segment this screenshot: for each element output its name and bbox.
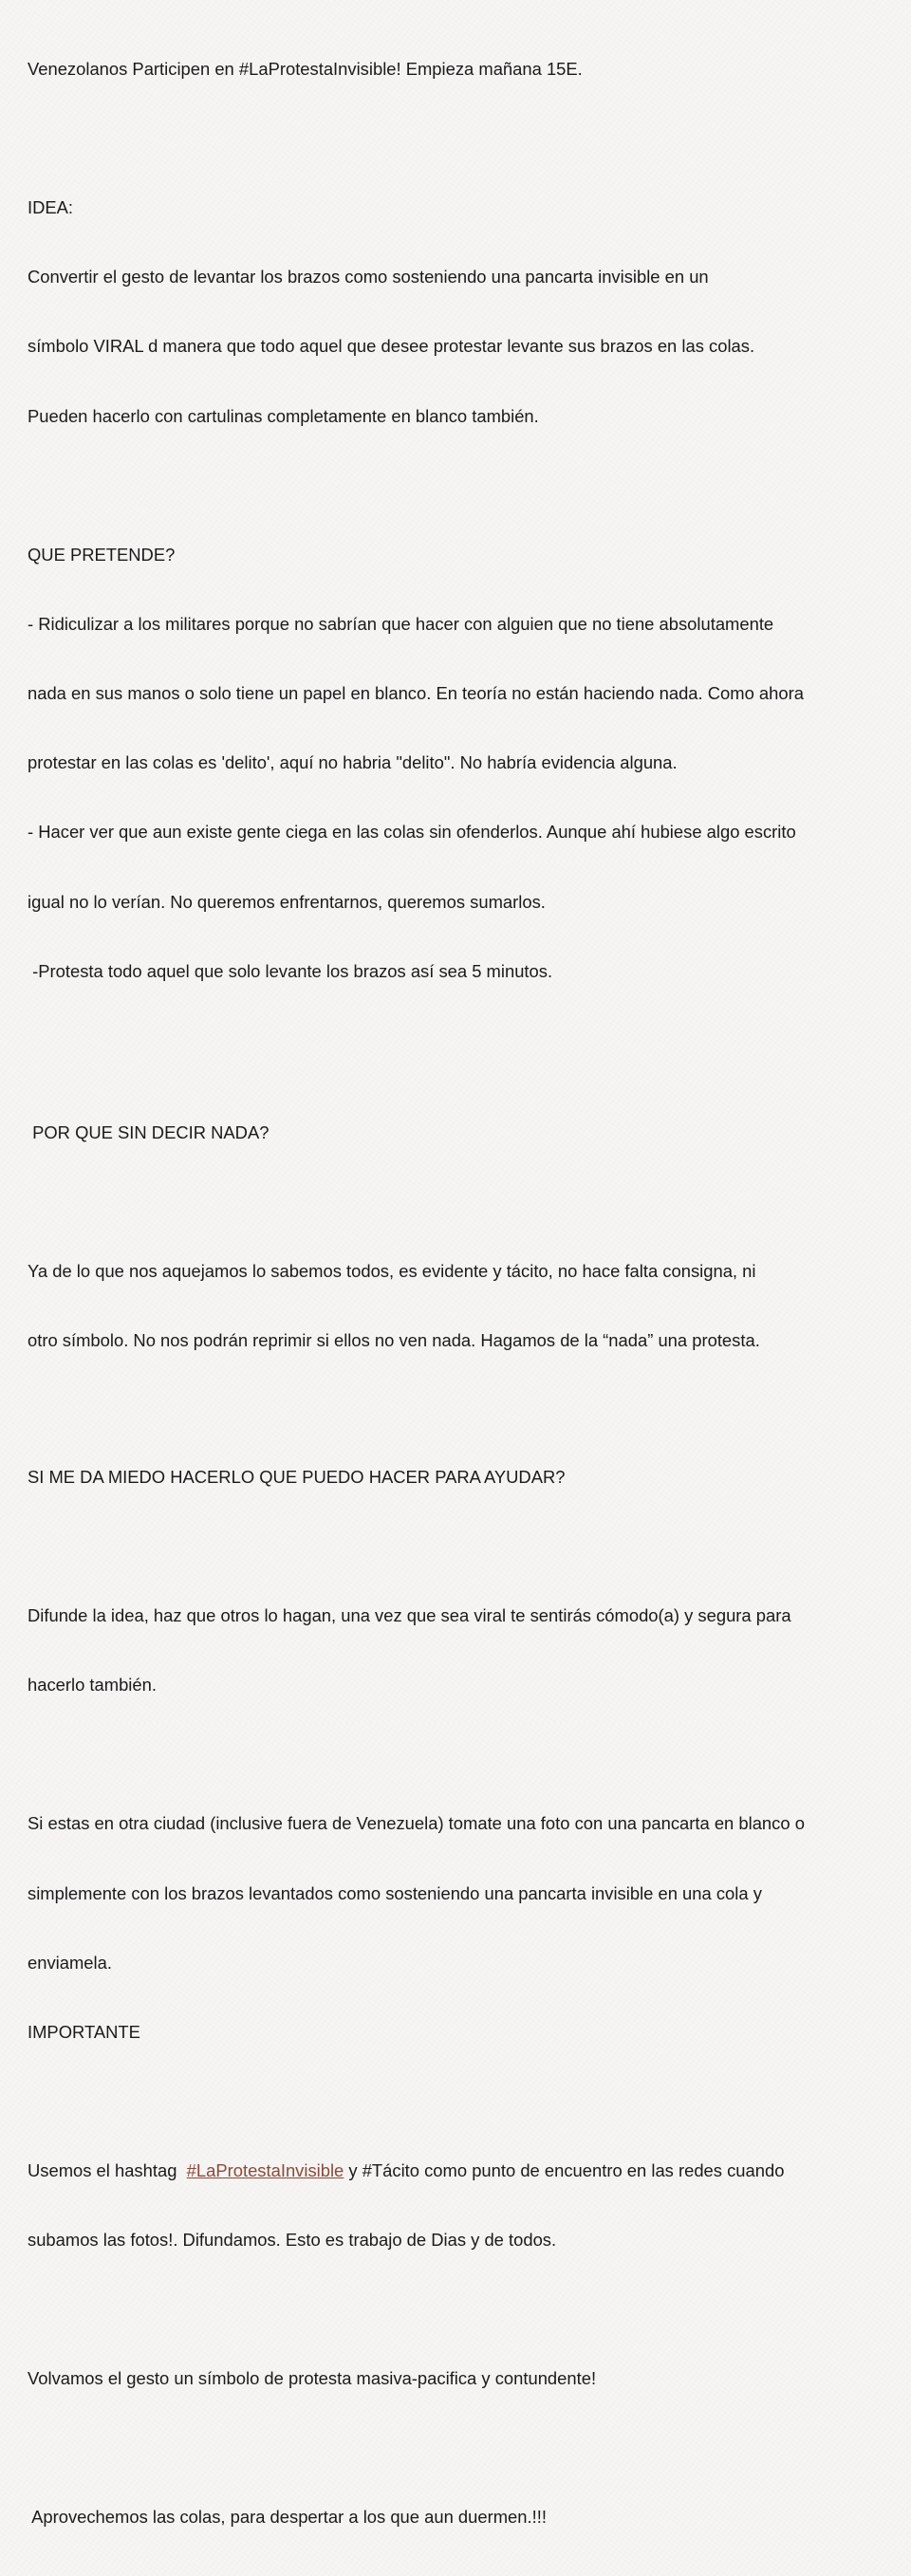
pretende-heading: QUE PRETENDE? (28, 544, 176, 565)
hashtag-line-2: subamos las fotos!. Difundamos. Esto es trabajo de Dias y de todos. (28, 2230, 557, 2251)
miedo-line: hacerlo también. (28, 1675, 157, 1696)
otra-ciudad-body (28, 1767, 905, 2091)
hashtag-line (28, 2159, 905, 2182)
importante-label: IMPORTANTE (28, 2022, 140, 2043)
pretende-line: igual no lo verían. No queremos enfrentarnos, queremos sumarlos. (28, 891, 546, 912)
document-body (28, 11, 905, 2576)
aprovechemos-line: Aprovechemos las colas, para despertar a los que aun duermen.!!! (28, 2507, 547, 2528)
sin-decir-heading: POR QUE SIN DECIR NADA? (28, 1121, 270, 1142)
otra-ciudad-line: Si estas en otra ciudad (inclusive fuera de Venezuela) tomate una foto con una pancarta en blanco o (28, 1813, 805, 1834)
miedo-body (28, 1558, 905, 1743)
miedo-heading: SI ME DA MIEDO HACERLO QUE PUEDO HACER PARA AYUDAR? (28, 1467, 566, 1488)
hashtag-suffix: y #Tácito como punto de encuentro en las redes cuando (344, 2160, 785, 2181)
otra-ciudad-line: enviamela. (28, 1952, 112, 1973)
intro-line (28, 11, 905, 127)
intro-text: Venezolanos Participen en #LaProtestaInvisible! Empieza mañana 15E. (28, 58, 583, 79)
hashtag-link[interactable]: #LaProtestaInvisible (186, 2160, 344, 2181)
pretende-section (28, 497, 905, 1029)
volvamos-line: Volvamos el gesto un símbolo de protesta masiva-pacifica y contundente! (28, 2368, 597, 2389)
otra-ciudad-line: simplemente con los brazos levantados como sosteniendo una pancarta invisible en una cola y (28, 1882, 762, 1903)
pretende-line: - Ridiculizar a los militares porque no sabrían que hacer con alguien que no tiene absolutamente (28, 613, 774, 634)
pretende-line: nada en sus manos o solo tiene un papel en blanco. En teoría no están haciendo nada. Como ahora (28, 682, 804, 703)
spacer (28, 127, 905, 150)
pretende-line: -Protesta todo aquel que solo levante los brazos así sea 5 minutos. (28, 960, 553, 981)
sin-decir-line: Ya de lo que nos aquejamos lo sabemos todos, es evidente y tácito, no hace falta consigna, ni (28, 1260, 756, 1281)
idea-heading: IDEA: (28, 196, 74, 217)
aprovechemos-block (28, 2460, 905, 2576)
spacer (28, 1191, 905, 1214)
spacer (28, 474, 905, 497)
volvamos-block (28, 2322, 905, 2437)
spacer (28, 1744, 905, 1767)
sin-decir-body (28, 1214, 905, 1399)
sin-decir-line: otro símbolo. No nos podrán reprimir si ellos no ven nada. Hagamos de la “nada” una protesta. (28, 1330, 760, 1351)
pretende-line: protestar en las colas es 'delito', aquí no habria "delito". No habría evidencia alguna. (28, 752, 678, 773)
spacer (28, 1029, 905, 1075)
miedo-heading-block (28, 1419, 905, 1535)
sin-decir-heading-block (28, 1075, 905, 1191)
miedo-line: Difunde la idea, haz que otros lo hagan, una vez que sea viral te sentirás cómodo(a) y segura para (28, 1605, 791, 1626)
spacer (28, 1399, 905, 1419)
idea-line: Pueden hacerlo con cartulinas completamente en blanco también. (28, 405, 539, 426)
hashtag-prefix: Usemos el hashtag (28, 2160, 187, 2181)
idea-line: Convertir el gesto de levantar los brazos como sosteniendo una pancarta invisible en un (28, 267, 709, 287)
idea-section (28, 150, 905, 474)
hashtag-body (28, 2113, 905, 2298)
idea-line: símbolo VIRAL d manera que todo aquel que desee protestar levante sus brazos en las colas. (28, 336, 755, 357)
pretende-line: - Hacer ver que aun existe gente ciega en las colas sin ofenderlos. Aunque ahí hubiese algo escrito (28, 822, 796, 843)
spacer (28, 1535, 905, 1558)
spacer (28, 2090, 905, 2113)
spacer (28, 2437, 905, 2460)
spacer (28, 2299, 905, 2322)
